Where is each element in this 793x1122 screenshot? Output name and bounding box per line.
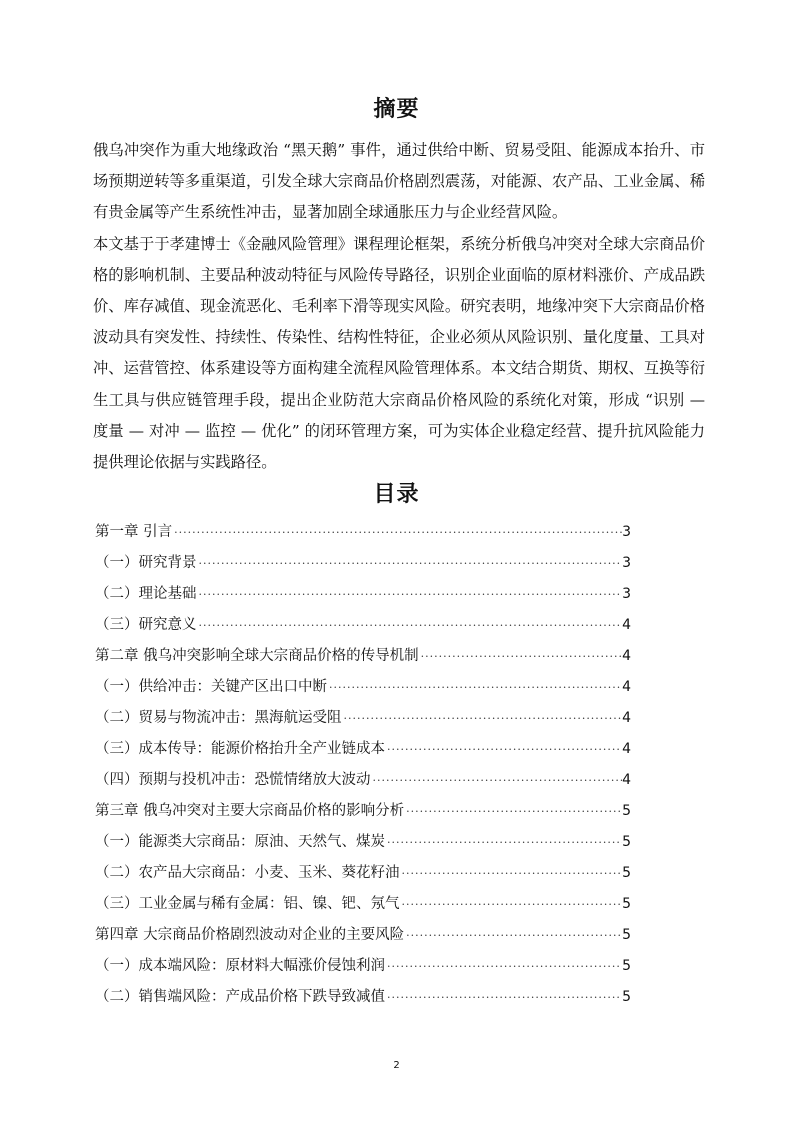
abstract-paragraph-1: 俄乌冲突作为重大地缘政治 “黑天鹅” 事件，通过供给中断、贸易受阻、能源成本抬升、市场预期逆转等多重渠道，引发全球大宗商品价格剧烈震荡，对能源、农产品、工业金属、稀有贵金属等产生系统性冲击，显著加剧全球通胀压力与企业经营风险。 xyxy=(93,141,705,222)
toc-leader-dots xyxy=(400,889,623,920)
toc-entry-page: 4 xyxy=(622,648,631,664)
toc-entry-supply-shock[interactable] xyxy=(95,672,631,703)
toc-entry-chapter-2[interactable] xyxy=(95,641,631,672)
toc-entry-expectation-speculation-shock[interactable] xyxy=(95,765,631,796)
toc-entry-title: （一）成本端风险：原材料大幅涨价侵蚀利润 xyxy=(95,958,385,974)
toc-entry-title: （一）研究背景 xyxy=(95,555,197,571)
toc-leader-dots xyxy=(371,765,623,796)
toc-leader-dots xyxy=(404,796,622,827)
toc-entry-title: （二）销售端风险：产成品价格下跌导致减值 xyxy=(95,989,385,1005)
toc-entry-energy-commodities[interactable] xyxy=(95,827,631,858)
abstract-body xyxy=(93,135,705,478)
toc-entry-title: （一）供给冲击：关键产区出口中断 xyxy=(95,679,327,695)
toc-leader-dots xyxy=(385,982,622,1013)
toc-entry-page: 4 xyxy=(622,741,631,757)
toc-entry-title: （一）能源类大宗商品：原油、天然气、煤炭 xyxy=(95,834,385,850)
toc-entry-industrial-rare-metals[interactable] xyxy=(95,889,631,920)
toc-entry-theoretical-basis[interactable] xyxy=(95,579,631,610)
toc-entry-cost-side-risk[interactable] xyxy=(95,951,631,982)
toc-entry-page: 5 xyxy=(622,896,631,912)
toc-entry-trade-logistics-shock[interactable] xyxy=(95,703,631,734)
toc-entry-title: （二）农产品大宗商品：小麦、玉米、葵花籽油 xyxy=(95,865,400,881)
toc-entry-page: 4 xyxy=(622,772,631,788)
toc-entry-page: 5 xyxy=(622,927,631,943)
toc-leader-dots xyxy=(385,951,622,982)
toc-entry-title: 第四章 大宗商品价格剧烈波动对企业的主要风险 xyxy=(95,927,405,943)
toc-entry-title: （四）预期与投机冲击：恐慌情绪放大波动 xyxy=(95,772,371,788)
toc-leader-dots xyxy=(172,517,622,548)
toc-entry-page: 3 xyxy=(622,524,631,540)
toc-entry-page: 5 xyxy=(622,803,631,819)
toc-entry-page: 5 xyxy=(622,989,631,1005)
toc-entry-chapter-3[interactable] xyxy=(95,796,631,827)
toc-entry-research-significance[interactable] xyxy=(95,610,631,641)
toc-entry-page: 4 xyxy=(622,679,631,695)
toc-entry-page: 5 xyxy=(622,834,631,850)
toc-entry-page: 5 xyxy=(622,865,631,881)
toc-entry-page: 3 xyxy=(622,555,631,571)
toc-entry-chapter-1[interactable] xyxy=(95,517,631,548)
toc-entry-page: 4 xyxy=(622,710,631,726)
toc-leader-dots xyxy=(419,641,622,672)
toc-entry-page: 5 xyxy=(622,958,631,974)
table-of-contents xyxy=(95,517,631,1013)
toc-entry-chapter-4[interactable] xyxy=(95,920,631,951)
abstract-heading: 摘要 xyxy=(373,97,420,122)
toc-leader-dots xyxy=(197,548,623,579)
toc-entry-title: （三）成本传导：能源价格抬升全产业链成本 xyxy=(95,741,385,757)
toc-leader-dots xyxy=(197,610,623,641)
toc-entry-title: 第一章 引言 xyxy=(95,524,173,540)
toc-heading: 目录 xyxy=(373,482,420,507)
toc-entry-title: （三）研究意义 xyxy=(95,617,197,633)
toc-leader-dots xyxy=(197,579,623,610)
toc-entry-title: （二）贸易与物流冲击：黑海航运受阻 xyxy=(95,710,342,726)
toc-entry-title: （三）工业金属与稀有金属：铝、镍、钯、氖气 xyxy=(95,896,400,912)
toc-entry-cost-transmission[interactable] xyxy=(95,734,631,765)
toc-leader-dots xyxy=(327,672,622,703)
page-number: 2 xyxy=(393,1060,400,1071)
abstract-paragraph-2: 本文基于于孝建博士《金融风险管理》课程理论框架，系统分析俄乌冲突对全球大宗商品价格的影响机制、主要品种波动特征与风险传导路径，识别企业面临的原材料涨价、产成品跌价、库存减值、现金流恶化、毛利率下滑等现实风险。研究表明，地缘冲突下大宗商品价格波动具有突发性、持续性、传染性、结构性特征，企业必须从风险识别、量化度量、工具对冲、运营管控、体系建设等方面构建全流程风险管理体系。本文结合期货、期权、互换等衍生工具与供应链管理手段，提出企业防范大宗商品价格风险的系统化对策，形成 “识别 — 度量 — 对冲 — 监控 — 优化” 的闭环管理方案，可为实体企业稳定经营、提升抗风险能力提供理论依据与实践路径。 xyxy=(93,234,705,472)
toc-entry-title: 第二章 俄乌冲突影响全球大宗商品价格的传导机制 xyxy=(95,648,419,664)
toc-leader-dots xyxy=(385,827,622,858)
toc-entry-title: （二）理论基础 xyxy=(95,586,197,602)
toc-entry-research-background[interactable] xyxy=(95,548,631,579)
toc-entry-agricultural-commodities[interactable] xyxy=(95,858,631,889)
toc-entry-sales-side-risk[interactable] xyxy=(95,982,631,1013)
toc-leader-dots xyxy=(404,920,622,951)
toc-entry-page: 3 xyxy=(622,586,631,602)
toc-leader-dots xyxy=(385,734,622,765)
toc-leader-dots xyxy=(342,703,623,734)
toc-leader-dots xyxy=(400,858,623,889)
toc-entry-page: 4 xyxy=(622,617,631,633)
toc-entry-title: 第三章 俄乌冲突对主要大宗商品价格的影响分析 xyxy=(95,803,405,819)
